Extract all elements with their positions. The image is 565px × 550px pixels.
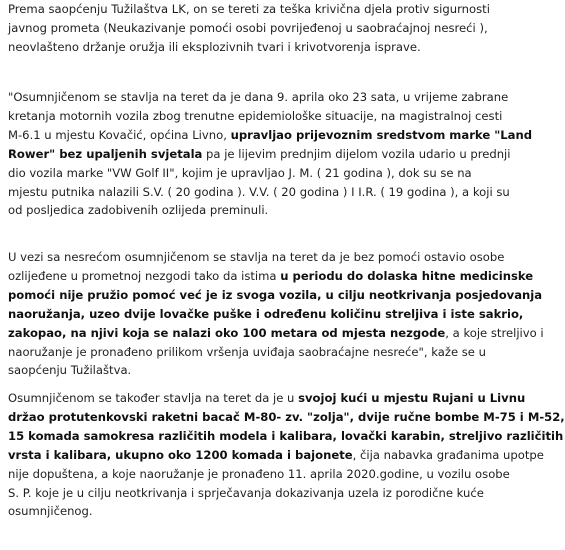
text-line (8, 389, 565, 408)
text-line (8, 446, 565, 465)
text-run: S. P. koje je u cilju neotkrivanja i sprječavanja dokazivanja uzela iz porodične kuće (8, 485, 484, 500)
article-paragraph-2 (8, 88, 532, 220)
text-run: dio vozila marke "VW Golf II", kojim je upravljao J. M. ( 21 godina ), dok su se na (8, 165, 472, 180)
text-run: Osumnjičenom se također stavlja na teret da je u (8, 391, 299, 405)
text-line (8, 107, 532, 126)
text-line (8, 248, 544, 267)
text-line (8, 484, 565, 503)
text-line (8, 305, 544, 324)
text-line (8, 465, 565, 484)
bold-text-run: u periodu do dolaska hitne medicinske (280, 268, 534, 283)
text-run: M-6.1 u mjestu Kovačić, općina Livno, (8, 127, 231, 142)
text-run: "Osumnjičenom se stavlja na teret da je dana 9. aprila oko 23 sata, u vrijeme zabrane (8, 90, 509, 104)
text-line (8, 361, 544, 380)
text-line (8, 19, 490, 38)
text-run: neovlašteno držanje oružja ili eksplozivnih tvari i krivotvorenja isprave. (8, 39, 421, 54)
text-line (8, 286, 544, 305)
text-line (8, 183, 532, 202)
text-run: pa je lijevim prednjim dijelom vozila udario u prednji (202, 146, 511, 161)
bold-text-run: zakopao, na njivi koja se nalazi oko 100 metara od mjesta nezgode (8, 325, 446, 340)
bold-text-run: 15 komada samokresa različitih modela i kalibara, lovački karabin, streljivo različitih (8, 428, 564, 443)
text-line (8, 145, 532, 164)
text-line (8, 427, 565, 446)
text-line (8, 324, 544, 343)
text-run: mjestu putnika nalazili S.V. ( 20 godina ). V.V. ( 20 godina ) I I.R. ( 19 godina ), a koji su (8, 184, 510, 199)
text-line (8, 164, 532, 183)
article-paragraph-3 (8, 248, 544, 380)
text-line (8, 408, 565, 427)
bold-text-run: držao protutenkovski raketni bacač M-80- zv. "zolja", dvije ručne bombe M-75 i M-52, (8, 409, 565, 424)
bold-text-run: pomoći nije pružio pomoć već je iz svoga vozila, u cilju neotkrivanja posjedovanja (8, 287, 543, 302)
text-line (8, 201, 532, 220)
text-line (8, 267, 544, 286)
bold-text-run: upravljao prijevoznim sredstvom marke "Land (230, 127, 533, 142)
text-line (8, 343, 544, 362)
bold-text-run: svojoj kući u mjestu Rujani u Livnu (298, 391, 526, 405)
text-run: kretanja motornih vozila zbog trenutne epidemiološke situacije, na magistralnoj cesti (8, 108, 503, 123)
article-paragraph-4 (8, 389, 565, 521)
bold-text-run: Rower" bez upaljenih svjetala (8, 146, 203, 161)
text-run: , čija nabavka građanima upotpe (352, 447, 544, 462)
text-run: Prema saopćenju Tužilaštva LK, on se tereti za teška krivična djela protiv sigurnosti (8, 2, 490, 16)
text-run: U vezi sa nesrećom osumnjičenom se stavlja na teret da je bez pomoći ostavio osobe (8, 250, 505, 264)
text-run: saopćenju Tužilaštva. (8, 363, 132, 378)
text-run: naoružanje je pronađeno prilikom vršenja uviđaja saobraćajne nesreće", kaže se u (8, 344, 486, 359)
text-run: ozlijeđene u prometnoj nezgodi tako da istima (8, 268, 281, 283)
bold-text-run: naoružanja, uzeo dvije lovačke puške i određenu količinu streljiva i iste sakrio, (8, 306, 524, 321)
text-run: osumnjičenog. (8, 504, 93, 519)
article-paragraph-1 (8, 0, 490, 57)
text-run: javnog prometa (Neukazivanje pomoći osobi povrijeđenoj u saobraćajnoj nesreći ), (8, 20, 488, 35)
text-run: od posljedica zadobivenih ozlijeda preminuli. (8, 203, 269, 218)
text-line (8, 0, 490, 19)
text-line (8, 126, 532, 145)
text-line (8, 88, 532, 107)
bold-text-run: vrsta i kalibara, ukupno oko 1200 komada i bajonete (8, 447, 353, 462)
text-run: , a koje streljivo i (445, 325, 544, 340)
text-line (8, 502, 565, 521)
text-run: nije dopuštena, a koje naoružanje je pronađeno 11. aprila 2020.godine, u vozilu osobe (8, 466, 510, 481)
text-line (8, 38, 490, 57)
